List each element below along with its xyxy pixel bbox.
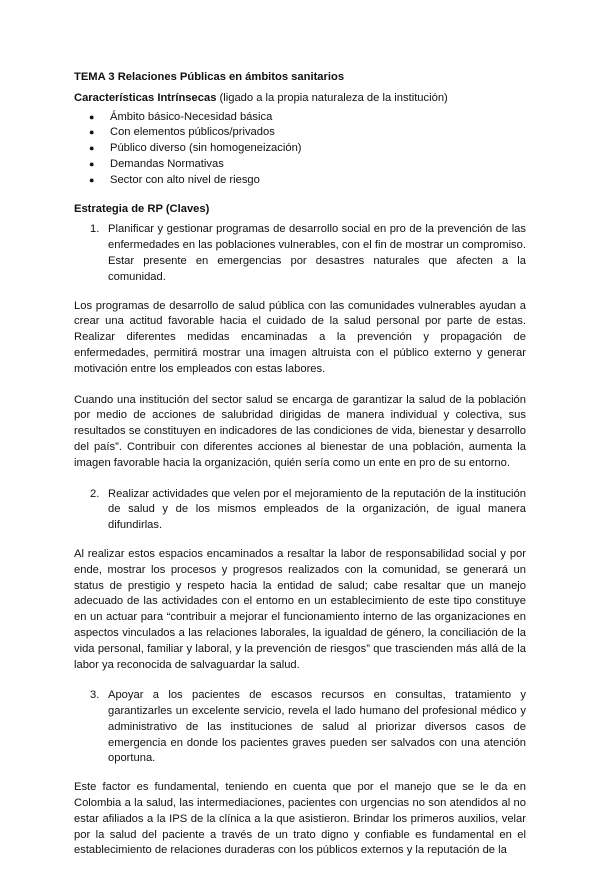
document-title: TEMA 3 Relaciones Públicas en ámbitos sanitarios <box>74 71 345 83</box>
paragraph-4: Este factor es fundamental, teniendo en cuenta que por el manejo que se le da en Colombia a la salud, las intermediaciones, pacientes con urgencias no son atendidos al no estar afiliados a la IPS de la clínica a la que asistieron. Brindar los primeros auxilios, velar por la salud del paciente a través de un trato digno y confiable es fundamental en el establecimiento de relaciones duraderas con los públicos externos y la reputación de la <box>74 781 526 857</box>
list-item: ● Ámbito básico-Necesidad básica <box>74 110 526 126</box>
numbered-item-3 <box>74 688 526 767</box>
characteristics-heading: Características Intrínsecas <box>74 91 217 104</box>
document-page <box>74 70 526 874</box>
item-text: Planificar y gestionar programas de desarrollo social en pro de la prevención de las enfermedades en las poblaciones vulnerables, con el fin de mostrar un compromiso. Estar presente en emergencias por desastres naturales que afecten a la comunidad. <box>108 223 526 283</box>
paragraph-3: Al realizar estos espacios encaminados a resaltar la labor de responsabilidad social y por ende, mostrar los procesos y progresos realizados con la comunidad, se generará un status de prestigio y respeto hacia la entidad de salud; cabe resaltar que un manejo adecuado de las actividades con el entorno en un establecimiento de este tipo constituye en un actuar para “contribuir a mejorar el funcionamiento interno de las organizaciones en aspectos vinculados a las relaciones laborales, la igualdad de género, la conciliación de la vida personal, familiar y laboral, y la prevención de riesgos” que trascienden más allá de la labor ya reconocida de salvaguardar la salud. <box>74 547 526 671</box>
numbered-item-2 <box>74 487 526 534</box>
strategy-heading: Estrategia de RP (Claves) <box>74 202 210 215</box>
characteristics-note: (ligado a la propia naturaleza de la institución) <box>216 91 448 104</box>
characteristics-subheading <box>74 91 526 107</box>
item-text: Apoyar a los pacientes de escasos recursos en consultas, tratamiento y garantizarles un excelente servicio, revela el lado humano del profesional médico y administrativo de las instituciones de salud al priorizar diversos casos de emergencia en donde los pacientes graves pueden ser salvados con una atención oportuna. <box>108 689 526 765</box>
item-text: Realizar actividades que velen por el mejoramiento de la reputación de la institución de salud y de los mismos empleados de la organización, de igual manera difundirlas. <box>108 487 526 532</box>
list-item: ● Público diverso (sin homogeneización) <box>74 141 526 157</box>
item-number: 2. <box>90 487 100 500</box>
paragraph-1: Los programas de desarrollo de salud pública con las comunidades vulnerables ayudan a crear una actitud favorable hacia el cuidado de la salud personal por parte de estas. Realizar diferentes medidas encaminadas a la prevención y propagación de enfermedades, permitirá mostrar una imagen altruista con el público externo y generar motivación entre los empleados con estas labores. <box>74 299 526 375</box>
characteristics-list <box>74 110 526 189</box>
paragraph-2: Cuando una institución del sector salud se encarga de garantizar la salud de la población por medio de acciones de salubridad dirigidas de manera individual y colectiva, sus resultados se constituyen en indicadores de las condiciones de vida, bienestar y desarrollo del país”. Contribuir con diferentes acciones al bienestar de una población, aumenta la imagen favorable hacia la organización, quién sería como un ente en pro de su entorno. <box>74 393 526 469</box>
item-number: 1. <box>90 223 100 236</box>
numbered-item-1 <box>74 222 526 285</box>
list-item: ● Sector con alto nivel de riesgo <box>74 173 526 189</box>
list-item: ● Demandas Normativas <box>74 157 526 173</box>
list-item: ● Con elementos públicos/privados <box>74 125 526 141</box>
item-number: 3. <box>90 689 100 702</box>
